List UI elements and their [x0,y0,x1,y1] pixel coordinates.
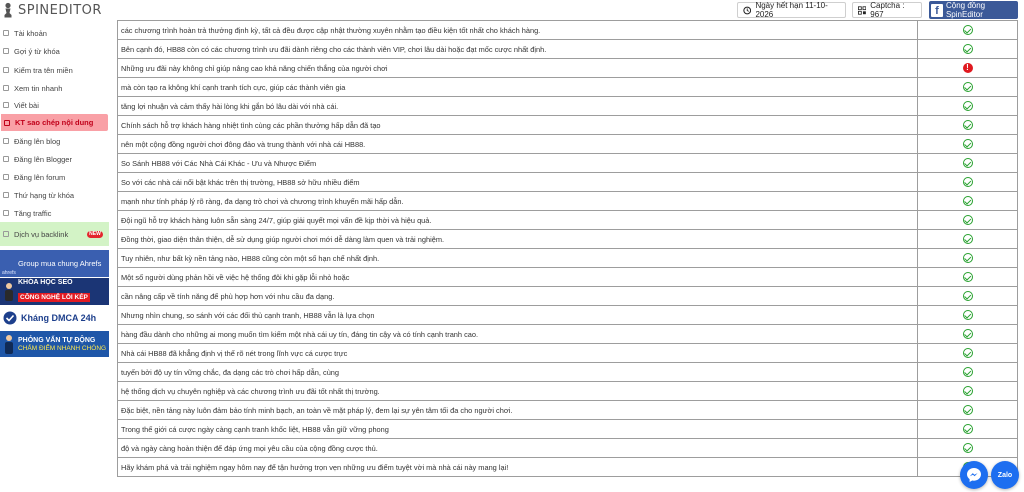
error-circle-icon [963,63,973,73]
lightbulb-icon [3,48,9,54]
sidebar-item-label: Xem tin nhanh [14,83,63,93]
dmca-logo-icon [3,311,17,325]
sidebar-item-keyword-suggest[interactable] [0,43,109,59]
zalo-button[interactable] [991,461,1019,489]
sentence-cell: độ và ngày càng hoàn thiện để đáp ứng mọi yêu cầu của cộng đồng cược thủ. [118,439,918,458]
status-cell [918,230,1018,249]
table-row [118,382,1018,401]
sidebar-item-label: Đăng lên forum [14,172,66,182]
status-cell [918,21,1018,40]
status-cell [918,420,1018,439]
status-cell [918,401,1018,420]
table-row [118,458,1018,477]
check-circle-icon [963,291,973,301]
sentence-cell: Trong thế giới cá cược ngày càng cạnh tranh khốc liệt, HB88 vẫn giữ vững phong [118,420,918,439]
top-header [0,0,1024,20]
ahrefs-banner-title: Group mua chung Ahrefs [18,259,102,268]
messenger-button[interactable] [960,461,988,489]
results-table [117,20,1018,477]
check-circle-icon [963,253,973,263]
expiry-label: Ngày hết hạn 11-10-2026 [755,1,828,19]
copy-icon [4,120,10,126]
sentence-cell: mạnh như tính pháp lý rõ ràng, đa dạng trò chơi và chương trình khuyến mãi hấp dẫn. [118,192,918,211]
check-circle-icon [963,101,973,111]
status-cell [918,192,1018,211]
blog-icon [3,138,9,144]
chart-icon [3,192,9,198]
check-circle-icon [963,82,973,92]
check-circle-icon [963,272,973,282]
sidebar-item-copy-check[interactable] [1,114,108,131]
status-cell [918,211,1018,230]
table-row [118,420,1018,439]
sidebar-item-traffic[interactable] [0,205,109,221]
seo-banner-line2: CÔNG NGHỆ LỖI KÉP [20,294,88,301]
check-circle-icon [963,234,973,244]
sentence-cell: Đồng thời, giao diện thân thiện, dễ sử dụng giúp người chơi mới dễ dàng làm quen và trải nghiệm. [118,230,918,249]
table-row [118,306,1018,325]
sidebar-item-label: KT sao chép nội dung [15,118,94,127]
table-row [118,401,1018,420]
sidebar-item-keyword-rank[interactable] [0,187,109,203]
interview-banner[interactable] [0,331,109,357]
status-cell [918,135,1018,154]
zalo-label: Zalo [997,471,1013,479]
check-circle-icon [963,177,973,187]
table-row [118,287,1018,306]
status-cell [918,306,1018,325]
status-cell [918,439,1018,458]
check-circle-icon [963,405,973,415]
check-circle-icon [963,44,973,54]
table-row [118,21,1018,40]
status-cell [918,382,1018,401]
check-circle-icon [963,196,973,206]
check-circle-icon [963,139,973,149]
sidebar-item-account[interactable] [0,25,109,41]
sidebar-item-label: Kiểm tra tên miền [14,65,73,75]
sentence-cell: So với các nhà cái nổi bật khác trên thị trường, HB88 sở hữu nhiều điểm [118,173,918,192]
check-circle-icon [963,158,973,168]
table-row [118,116,1018,135]
check-circle-icon [963,386,973,396]
status-cell [918,325,1018,344]
check-circle-icon [963,215,973,225]
sentence-cell: cần nâng cấp về tính năng để phù hợp hơn với nhu cầu đa dạng. [118,287,918,306]
status-cell [918,268,1018,287]
sidebar-item-post-blog[interactable] [0,133,109,149]
ahrefs-banner-small: ahrefs [2,270,16,276]
link-icon [3,231,9,237]
sentence-cell: Bên cạnh đó, HB88 còn có các chương trình ưu đãi dành riêng cho các thành viên VIP, chơi lâu dài hoặc đạt mốc cược nhất định. [118,40,918,59]
sidebar-item-label: Đăng lên Blogger [14,154,72,164]
check-circle-icon [963,424,973,434]
blogger-icon [3,156,9,162]
check-circle-icon [963,310,973,320]
sentence-cell: tuyến bởi độ uy tín vững chắc, đa dạng các trò chơi hấp dẫn, cùng [118,363,918,382]
sentence-cell: Một số người dùng phản hồi về việc hệ thống đôi khi gặp lỗi nhỏ hoặc [118,268,918,287]
interview-banner-line1: PHỎNG VẤN TỰ ĐỘNG [18,336,96,344]
clock-icon [743,6,751,15]
check-circle-icon [963,25,973,35]
status-cell [918,344,1018,363]
sentence-cell: So Sánh HB88 với Các Nhà Cái Khác - Ưu và Nhược Điểm [118,154,918,173]
facebook-icon: f [931,4,943,17]
messenger-icon [966,467,982,483]
table-row [118,40,1018,59]
status-cell [918,287,1018,306]
facebook-community-button[interactable] [929,1,1018,19]
captcha-label: Captcha : 967 [870,1,905,19]
seo-course-banner[interactable] [0,278,109,305]
table-row [118,249,1018,268]
table-row [118,268,1018,287]
sidebar-item-label: Gợi ý từ khóa [14,46,60,56]
table-row [118,230,1018,249]
sidebar-item-label: Dịch vụ backlink [14,229,69,239]
sentence-cell: Nhà cái HB88 đã khẳng định vị thế rõ nét trong lĩnh vực cá cược trực [118,344,918,363]
check-circle-icon [963,120,973,130]
sentence-cell: Những ưu đãi này không chỉ giúp nâng cao khả năng chiến thắng của người chơi [118,59,918,78]
sidebar-item-label: Tài khoản [14,28,47,38]
sidebar [0,20,109,492]
interview-banner-line2: CHẤM ĐIỂM NHANH CHÓNG [18,344,107,352]
table-row [118,78,1018,97]
sentence-cell: các chương trình hoàn trả thưởng định kỳ, tất cả đều được cập nhật thường xuyên nhằm tạo điều kiện tốt nhất cho khách hàng. [118,21,918,40]
sentence-cell: Tuy nhiên, như bất kỳ nền tảng nào, HB88 cũng còn một số hạn chế nhất định. [118,249,918,268]
traffic-icon [3,210,9,216]
sidebar-item-backlink[interactable] [0,222,109,246]
dmca-banner-text: Kháng DMCA 24h [21,313,97,323]
table-row [118,363,1018,382]
check-circle-icon [963,367,973,377]
sentence-cell: mà còn tạo ra không khí cạnh tranh tích cực, giúp các thành viên gia [118,78,918,97]
status-cell [918,40,1018,59]
sidebar-item-domain-check[interactable] [0,62,109,78]
table-row [118,325,1018,344]
dmca-banner[interactable] [0,306,109,330]
sentence-cell: Đội ngũ hỗ trợ khách hàng luôn sẵn sàng 24/7, giúp giải quyết mọi vấn đề kịp thời và hiệu quả. [118,211,918,230]
person-icon [3,282,15,302]
table-row [118,192,1018,211]
expiry-button[interactable] [737,2,846,18]
new-badge: NEW [87,231,103,238]
content-check-results [117,20,1017,480]
sidebar-item-post-blogger[interactable] [0,151,109,167]
status-cell [918,97,1018,116]
check-circle-icon [963,443,973,453]
results-table-body [118,21,1018,477]
table-row [118,154,1018,173]
captcha-button[interactable] [852,2,922,18]
check-circle-icon [963,329,973,339]
table-row [118,97,1018,116]
sidebar-item-label: Thứ hạng từ khóa [14,190,75,200]
status-cell [918,154,1018,173]
sentence-cell: nên một cộng đồng người chơi đông đảo và trung thành với nhà cái HB88. [118,135,918,154]
status-cell [918,249,1018,268]
status-cell [918,59,1018,78]
news-icon [3,85,9,91]
chess-pawn-icon [2,2,14,18]
table-row [118,135,1018,154]
status-cell [918,173,1018,192]
forum-icon [3,174,9,180]
pencil-icon [3,102,9,108]
sentence-cell: tăng lợi nhuận và cảm thấy hài lòng khi gắn bó lâu dài với nhà cái. [118,97,918,116]
seo-banner-line1: KHÓA HỌC SEO [18,279,73,286]
table-row [118,439,1018,458]
sentence-cell: hệ thống dịch vụ chuyên nghiệp và các chương trình ưu đãi tốt nhất thị trường. [118,382,918,401]
status-cell [918,363,1018,382]
globe-icon [3,67,9,73]
table-row [118,173,1018,192]
sidebar-item-label: Tăng traffic [14,208,52,218]
check-circle-icon [963,348,973,358]
sentence-cell: Đặc biệt, nền tảng này luôn đảm bảo tính minh bạch, an toàn về mặt pháp lý, đem lại sự yên tâm tối đa cho người chơi. [118,401,918,420]
sentence-cell: Hãy khám phá và trải nghiệm ngay hôm nay để tận hưởng trọn vẹn những ưu điểm tuyệt vời mà nhà cái này mang lại! [118,458,918,477]
sidebar-item-post-forum[interactable] [0,169,109,185]
user-icon [3,30,9,36]
status-cell [918,116,1018,135]
table-row [118,59,1018,78]
table-row [118,344,1018,363]
sidebar-item-quick-news[interactable] [0,80,109,96]
sidebar-item-label: Đăng lên blog [14,136,61,146]
sentence-cell: Nhưng nhìn chung, so sánh với các đối thủ cạnh tranh, HB88 vẫn là lựa chọn [118,306,918,325]
logo[interactable] [2,1,102,19]
sentence-cell: Chính sách hỗ trợ khách hàng nhiệt tình cùng các phần thưởng hấp dẫn đã tạo [118,116,918,135]
status-cell [918,78,1018,97]
sidebar-item-write-post[interactable] [0,97,109,113]
sentence-cell: hàng đầu dành cho những ai mong muốn tìm kiếm một nhà cái uy tín, đáng tin cậy và có tính cạnh tranh cao. [118,325,918,344]
logo-text: SPINEDITOR [18,2,102,18]
presenter-icon [3,333,15,355]
sidebar-item-label: Viết bài [14,100,39,110]
captcha-grid-icon [858,6,866,15]
community-label: Cộng đồng SpinEditor [945,1,986,19]
ahrefs-group-banner[interactable] [0,250,109,277]
table-row [118,211,1018,230]
